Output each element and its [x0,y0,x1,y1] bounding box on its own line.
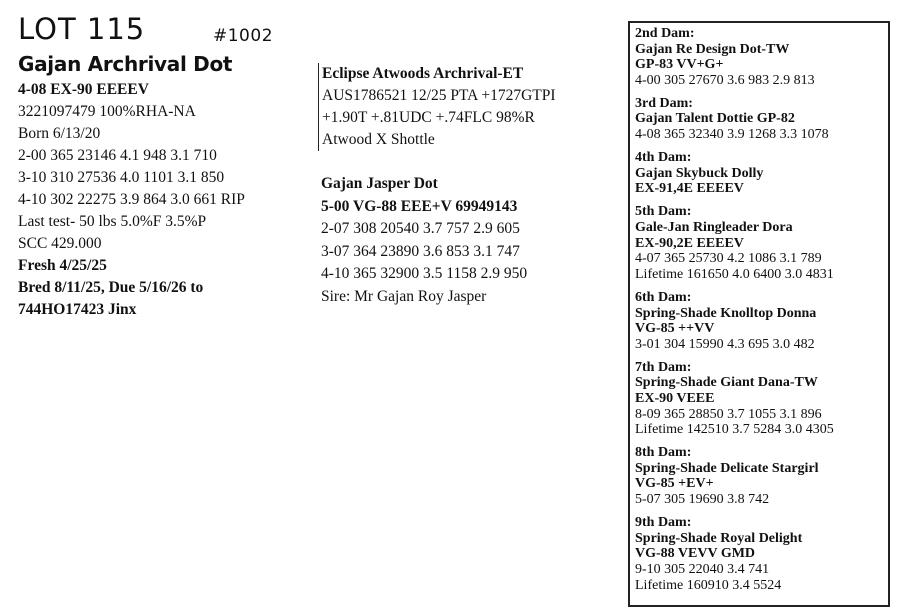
dam-record: Lifetime 161650 4.0 6400 3.0 4831 [635,266,834,282]
animal-detail-line: 2-00 365 23146 4.1 948 3.1 710 [18,147,217,164]
dam-heading: 5th Dam: [635,204,692,220]
dam-line: Gajan Jasper Dot [321,175,438,192]
animal-detail-line: Last test- 50 lbs 5.0%F 3.5%P [18,213,207,230]
animal-detail-line: 744HO17423 Jinx [18,301,137,318]
ancestor-dam-entry [635,204,888,282]
dam-record: 4-00 305 27670 3.6 983 2.9 813 [635,72,815,88]
ancestor-dam-entry [635,515,888,593]
lot-number: #1002 [213,26,274,46]
dam-name: Spring-Shade Royal Delight [635,530,803,546]
dam-score: VG-88 VEVV GMD [635,546,756,562]
dam-heading: 4th Dam: [635,150,692,166]
dam-block [321,173,527,308]
dam-score: VG-85 +EV+ [635,476,714,492]
dam-heading: 6th Dam: [635,289,692,305]
ancestor-dam-entry [635,360,888,438]
dam-name: Gajan Talent Dottie GP-82 [635,111,795,127]
dam-heading: 8th Dam: [635,445,692,461]
dam-record: 4-08 365 32340 3.9 1268 3.3 1078 [635,127,829,143]
dam-record: Lifetime 142510 3.7 5284 3.0 4305 [635,422,834,438]
ancestor-dam-entry [635,445,888,507]
animal-detail-line: 3-10 310 27536 4.0 1101 3.1 850 [18,169,225,186]
dam-score: GP-83 VV+G+ [635,57,724,73]
animal-name: Gajan Archrival Dot [18,52,233,76]
dam-pedigree-box [628,21,890,607]
dam-heading: 2nd Dam: [635,26,695,41]
dam-heading: 7th Dam: [635,359,692,375]
ancestor-dam-entry [635,290,888,352]
dam-line: 5-00 VG-88 EEE+V 69949143 [321,197,518,215]
dam-score: EX-90,2E EEEEV [635,235,744,251]
dam-record: 8-09 365 28850 3.7 1055 3.1 896 [635,406,822,422]
ancestor-dam-entry [635,96,888,143]
animal-detail-line: 4-10 302 22275 3.9 864 3.0 661 RIP [18,191,245,208]
animal-detail-line: 4-08 EX-90 EEEEV [18,81,149,98]
animal-detail-line: SCC 429.000 [18,235,102,252]
animal-detail-line: 3221097479 100%RHA-NA [18,103,196,120]
dam-record: 4-07 365 25730 4.2 1086 3.1 789 [635,251,822,267]
dam-score: VG-85 ++VV [635,321,715,337]
dam-name: Gajan Re Design Dot-TW [635,41,790,57]
dam-name: Spring-Shade Delicate Stargirl [635,460,819,476]
dam-name: Gale-Jan Ringleader Dora [635,220,793,236]
dam-record: Lifetime 160910 3.4 5524 [635,577,782,593]
dam-record: 3-01 304 15990 4.3 695 3.0 482 [635,336,815,352]
dam-line: 4-10 365 32900 3.5 1158 2.9 950 [321,265,528,282]
animal-detail-line: Born 6/13/20 [18,125,101,142]
dam-line: Sire: Mr Gajan Roy Jasper [321,287,487,305]
sire-line: Atwood X Shottle [322,131,435,148]
dam-record: 5-07 305 19690 3.8 742 [635,492,770,508]
dam-score: EX-91,4E EEEEV [635,181,744,197]
sire-line: Eclipse Atwoods Archrival-ET [322,65,524,82]
dam-heading: 9th Dam: [635,515,692,531]
ancestor-dam-entry [635,26,888,88]
dam-name: Spring-Shade Knolltop Donna [635,305,817,321]
dam-name: Gajan Skybuck Dolly [635,165,764,181]
dam-score: EX-90 VEEE [635,390,715,406]
sire-line: AUS1786521 12/25 PTA +1727GTPI [322,87,556,104]
lot-title: LOT 115 [18,12,146,46]
ancestor-dam-entry [635,150,888,197]
animal-detail-line: Fresh 4/25/25 [18,257,107,274]
dam-heading: 3rd Dam: [635,95,693,111]
dam-name: Spring-Shade Giant Dana-TW [635,375,818,391]
sire-line: +1.90T +.81UDC +.74FLC 98%R [322,109,535,126]
dam-line: 2-07 308 20540 3.7 757 2.9 605 [321,220,520,237]
animal-details [18,79,245,321]
dam-record: 9-10 305 22040 3.4 741 [635,561,770,577]
dam-line: 3-07 364 23890 3.6 853 3.1 747 [321,242,520,260]
sire-block [318,63,556,151]
animal-detail-line: Bred 8/11/25, Due 5/16/26 to [18,279,204,296]
